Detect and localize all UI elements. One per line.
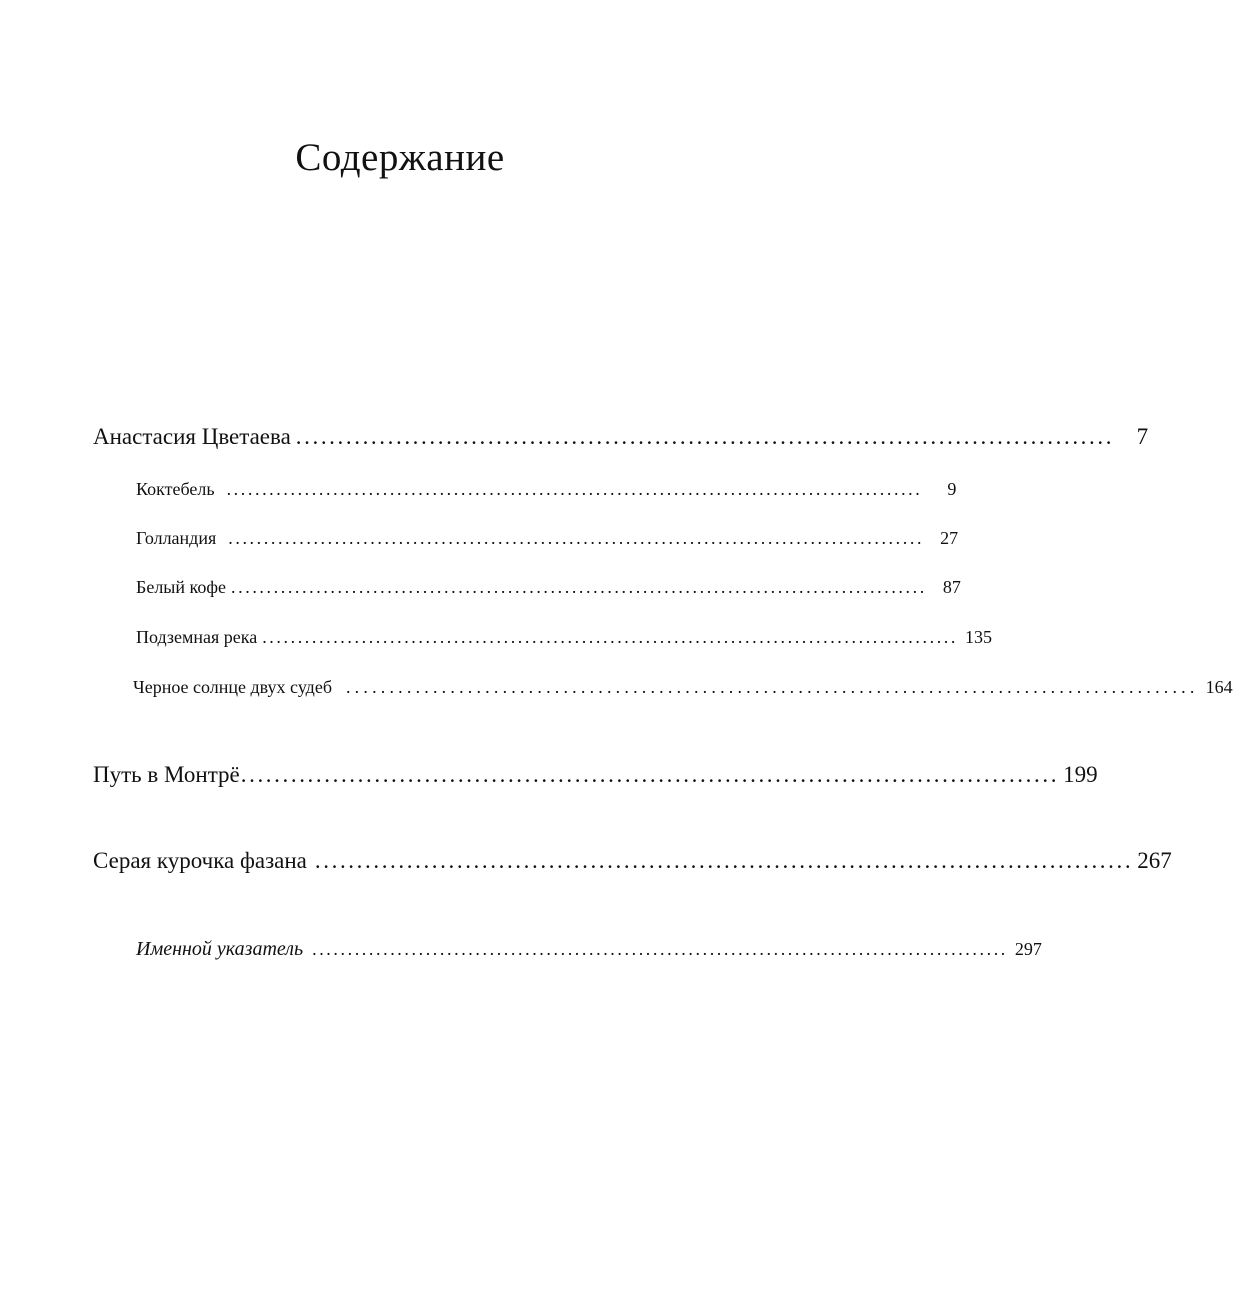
- toc-entry-label: Белый кофе: [136, 577, 227, 597]
- toc-entry-label: Голландия: [136, 528, 217, 548]
- toc-entry-label: Именной указатель: [136, 938, 304, 960]
- toc-entry-page: 87: [942, 577, 961, 597]
- toc-entry-label: Анастасия Цветаева: [93, 424, 291, 449]
- toc-entry-anastasia-tsvetaeva: [93, 424, 1149, 450]
- toc-entry-page: 199: [1063, 762, 1098, 787]
- toc-entry-label: Коктебель: [136, 479, 215, 499]
- toc-entry-chernoe-solntse: [133, 677, 1233, 698]
- toc-entry-podzemnaya-reka: [136, 627, 993, 648]
- page-title: Содержание: [295, 136, 505, 179]
- toc-entry-put-v-montre: [93, 762, 1098, 788]
- toc-entry-label: Черное солнце двух судеб: [133, 677, 332, 697]
- toc-leader-dots: ..................................................................................................: [231, 577, 927, 597]
- toc-leader-dots: ..................................................................................................: [262, 627, 959, 647]
- toc-entry-page: 135: [965, 627, 993, 647]
- toc-entry-label: Серая курочка фазана: [93, 848, 307, 873]
- toc-entry-seraya-kurochka: [93, 848, 1172, 874]
- toc-leader-dots: ..................................................................................................: [228, 528, 925, 548]
- toc-leader-dots: ..................................................................................................: [312, 939, 1008, 959]
- toc-entry-label: Подземная река: [136, 627, 258, 647]
- toc-entry-page: 267: [1137, 848, 1172, 873]
- toc-leader-dots: ..................................................................................................: [295, 424, 1115, 449]
- toc-entry-page: 27: [940, 528, 959, 548]
- toc-entry-page: 164: [1205, 677, 1233, 697]
- toc-entry-page: 297: [1014, 939, 1042, 959]
- toc-leader-dots: ..................................................................................................: [314, 848, 1134, 873]
- toc-entry-koktebel: [136, 479, 957, 500]
- toc-entry-page: 9: [947, 479, 957, 499]
- toc-leader-dots: ..................................................................................................: [240, 762, 1060, 787]
- toc-entry-gollandiya: [136, 528, 959, 549]
- toc-leader-dots: ..................................................................................................: [345, 677, 1199, 697]
- toc-entry-page: 7: [1136, 424, 1149, 449]
- toc-leader-dots: ..................................................................................................: [226, 479, 923, 499]
- toc-entry-belyy-kofe: [136, 577, 961, 598]
- toc-entry-label: Путь в Монтрё: [93, 762, 240, 787]
- toc-entry-imennoy-ukazatel: [136, 938, 1042, 961]
